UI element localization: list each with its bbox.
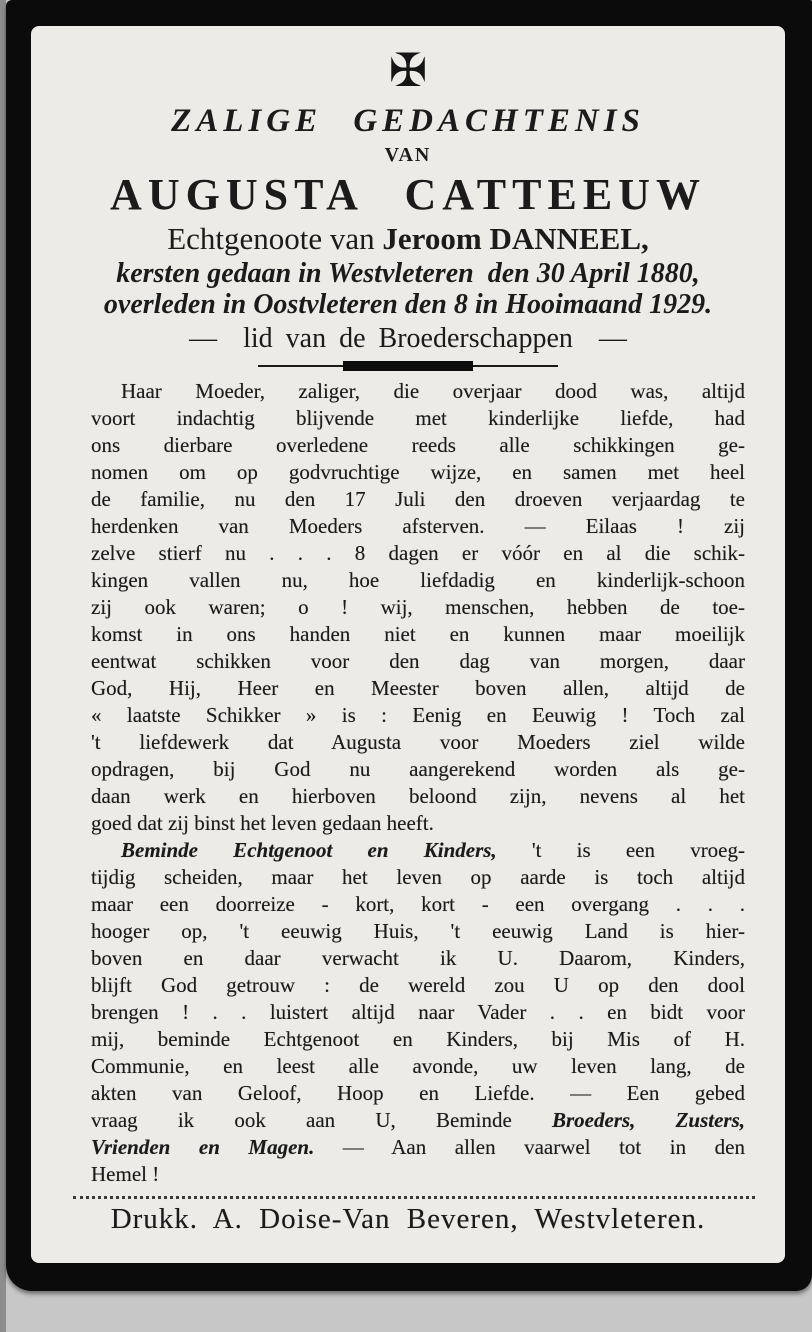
body-line	[91, 702, 745, 729]
text-segment: voort indachtig blijvende met kinderlijke liefde, had	[91, 406, 745, 430]
body-line	[91, 1107, 745, 1134]
text-segment: daan werk en hierboven beloond zijn, nevens al het	[91, 784, 745, 808]
body-line	[91, 378, 745, 405]
card-frame	[6, 0, 812, 1291]
body-line	[91, 648, 745, 675]
text-segment: brengen ! . . luistert altijd naar Vader . . en bidt voor	[91, 1000, 745, 1024]
body-line	[91, 729, 745, 756]
text-segment: herdenken van Moeders afsterven. — Eilaas ! zij	[91, 514, 745, 538]
subtitle-van: VAN	[384, 144, 432, 166]
body-line	[91, 999, 745, 1026]
text-segment: eentwat schikken voor den dag van morgen, daar	[91, 649, 745, 673]
body-line	[91, 1053, 745, 1080]
text-segment: ons dierbare overledene reeds alle schikkingen ge-	[91, 433, 745, 457]
text-segment: blijft God getrouw : de wereld zou U op den dool	[91, 973, 745, 997]
membership-line: — lid van de Broederschappen —	[189, 323, 627, 354]
text-segment: Vrienden en Magen.	[91, 1135, 315, 1159]
body-line	[91, 540, 745, 567]
text-segment: « laatste Schikker » is : Eenig en Eeuwig ! Toch zal	[91, 703, 745, 727]
body-line	[91, 918, 745, 945]
text-segment: goed dat zij binst het leven gedaan heeft.	[91, 811, 434, 835]
text-segment: Haar Moeder, zaliger, die overjaar dood was, altijd	[121, 379, 745, 403]
body-line	[91, 810, 745, 837]
text-segment: Communie, en leest alle avonde, uw leven lang, de	[91, 1054, 745, 1078]
body-line	[91, 405, 745, 432]
spouse-prefix: Echtgenoote van	[167, 221, 383, 256]
text-segment: akten van Geloof, Hoop en Liefde. — Een gebed	[91, 1081, 745, 1105]
body-line	[91, 837, 745, 864]
body-line	[91, 891, 745, 918]
body-line	[91, 675, 745, 702]
text-segment: de familie, nu den 17 Juli den droeven verjaardag te	[91, 487, 745, 511]
maltese-cross-icon: ✠	[388, 45, 428, 96]
text-segment: nomen om op godvruchtige wijze, en samen met heel	[91, 460, 745, 484]
spouse-line	[31, 220, 785, 258]
divider-bar	[343, 361, 473, 371]
text-segment: kingen vallen nu, hoe liefdadig en kinderlijk-schoon	[91, 568, 745, 592]
body-line	[91, 1161, 745, 1188]
body-line	[91, 567, 745, 594]
body-line	[91, 459, 745, 486]
text-segment: hooger op, 't eeuwig Huis, 't eeuwig Land is hier-	[91, 919, 745, 943]
text-segment: Beminde Echtgenoot en Kinders,	[121, 838, 497, 862]
death-line: overleden in Oostvleteren den 8 in Hooimaand 1929.	[103, 289, 713, 320]
text-segment: opdragen, bij God nu aangerekend worden als ge-	[91, 757, 745, 781]
text-segment: tijdig scheiden, maar het leven op aarde is toch altijd	[91, 865, 745, 889]
baptism-line: kersten gedaan in Westvleteren den 30 April 1880,	[116, 258, 700, 289]
body-line	[91, 1080, 745, 1107]
memorial-card	[31, 26, 785, 1263]
text-segment: maar een doorreize - kort, kort - een overgang . . .	[91, 892, 745, 916]
text-segment: Broeders, Zusters,	[551, 1108, 745, 1132]
body-line	[91, 621, 745, 648]
body-line	[91, 945, 745, 972]
body-line	[91, 594, 745, 621]
body-line	[91, 864, 745, 891]
body-line	[91, 1026, 745, 1053]
deceased-name: AUGUSTA CATTEEUW	[110, 170, 706, 219]
body-line	[91, 486, 745, 513]
body-line	[91, 513, 745, 540]
body-line	[91, 432, 745, 459]
text-segment: 't is een vroeg-	[496, 838, 745, 862]
text-segment: — Aan allen vaarwel tot in den	[314, 1135, 745, 1159]
text-segment: zij ook waren; o ! wij, menschen, hebben de toe-	[91, 595, 745, 619]
text-segment: vraag ik ook aan U, Beminde	[91, 1108, 552, 1132]
body-text	[91, 378, 745, 1188]
text-segment: zelve stierf nu . . . 8 dagen er vóór en al die schik-	[91, 541, 745, 565]
body-line	[91, 783, 745, 810]
section-divider	[258, 361, 558, 372]
printer-line: Drukk. A. Doise-Van Beveren, Westvleteren.	[110, 1203, 706, 1235]
text-segment: God, Hij, Heer en Meester boven allen, altijd de	[91, 676, 745, 700]
dotted-rule	[73, 1196, 755, 1199]
body-line	[91, 1134, 745, 1161]
text-segment: komst in ons handen niet en kunnen maar moeilijk	[91, 622, 745, 646]
text-segment: boven en daar verwacht ik U. Daarom, Kinders,	[91, 946, 745, 970]
text-segment: Hemel !	[91, 1162, 160, 1186]
text-segment: 't liefdewerk dat Augusta voor Moeders ziel wilde	[91, 730, 745, 754]
body-line	[91, 972, 745, 999]
body-line	[91, 756, 745, 783]
spouse-name: Jeroom DANNEEL,	[382, 221, 649, 256]
page-title: ZALIGE GEDACHTENIS	[171, 103, 645, 139]
text-segment: mij, beminde Echtgenoot en Kinders, bij Mis of H.	[91, 1027, 745, 1051]
